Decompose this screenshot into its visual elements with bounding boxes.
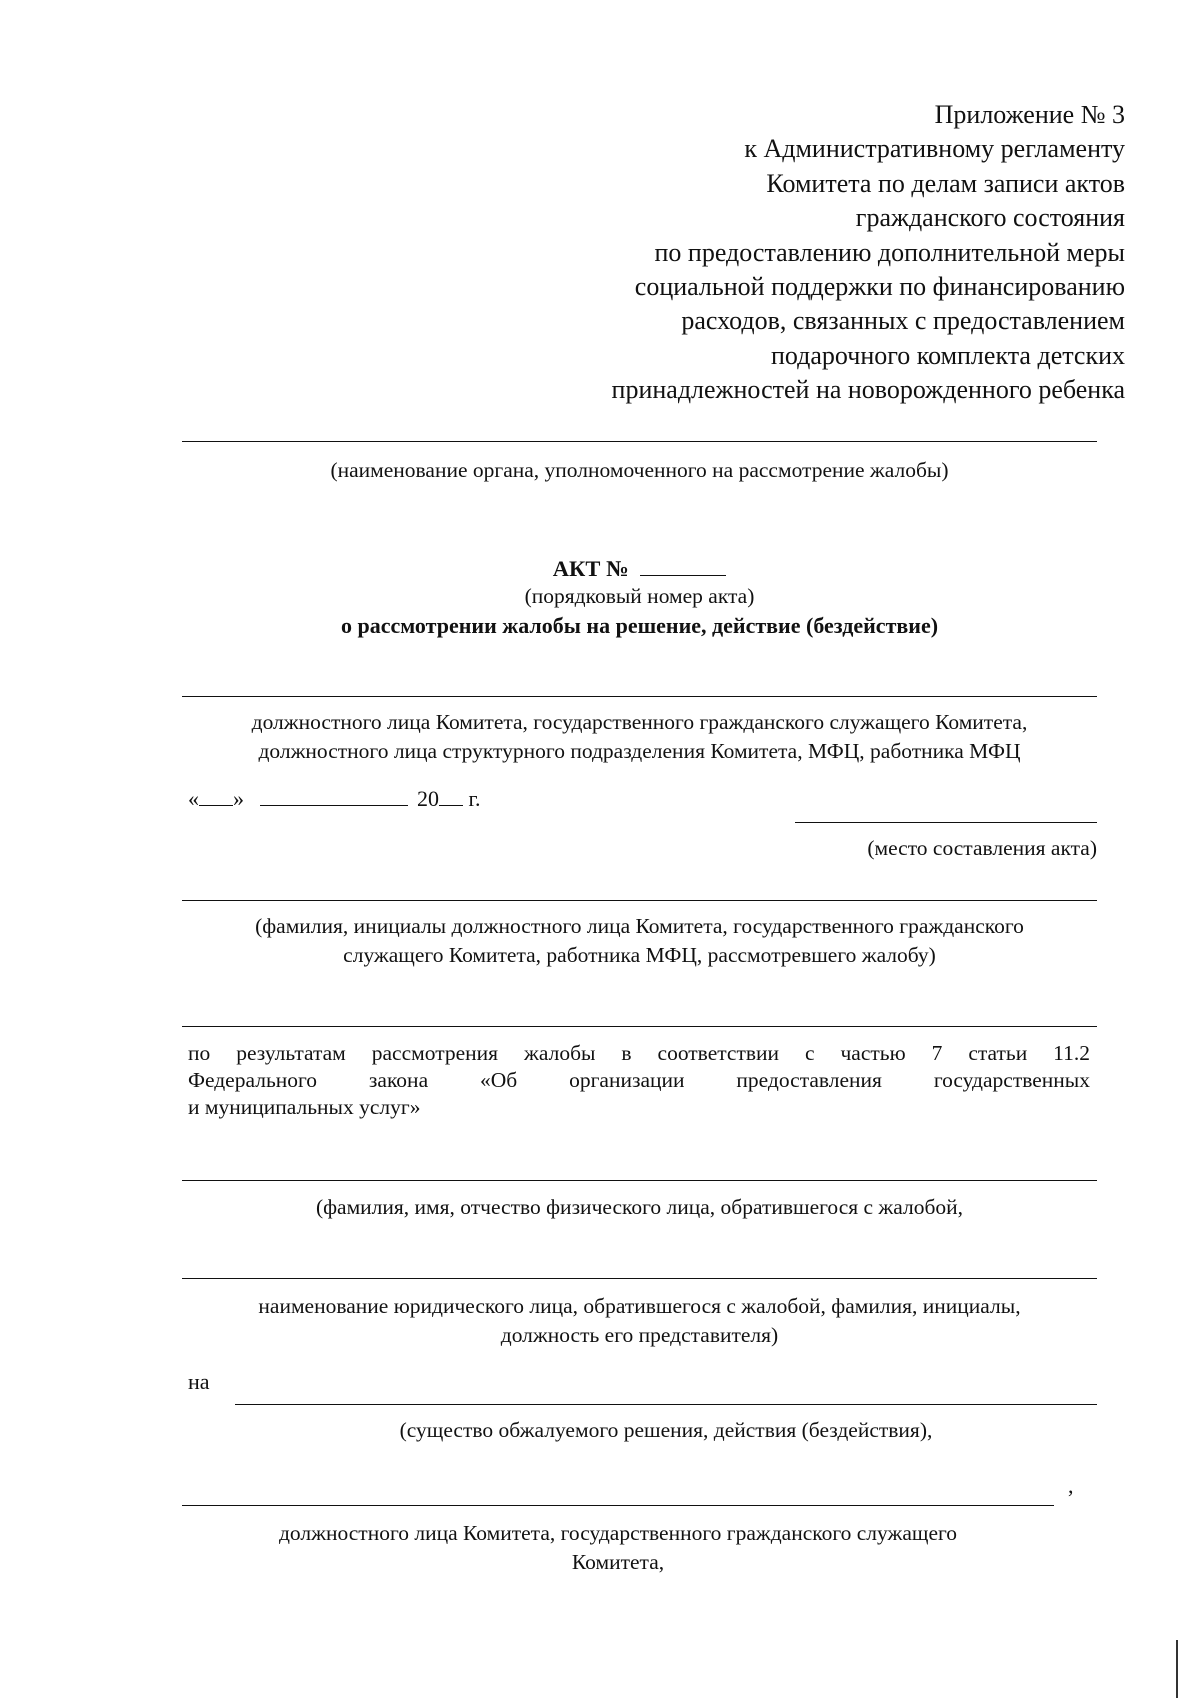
org-caption: (наименование органа, уполномоченного на рассмотрение жалобы)	[330, 458, 949, 482]
appendix-line-3: Комитета по делам записи актов	[766, 168, 1125, 198]
on-label: на	[188, 1369, 210, 1394]
official-caption-line-2: должностного лица структурного подразделения Комитета, МФЦ, работника МФЦ	[258, 739, 1021, 763]
appendix-line-6: социальной поддержки по финансированию	[634, 272, 1125, 302]
legal-basis-line-3: и муниципальных услуг»	[188, 1095, 421, 1119]
act-number-caption: (порядковый номер акта)	[524, 584, 755, 608]
date-close-quote: »	[233, 786, 244, 811]
act-subject: о рассмотрении жалобы на решение, действие (бездействие)	[340, 613, 939, 638]
separator-line	[182, 1026, 1097, 1027]
applicant-field[interactable]	[182, 1180, 1097, 1181]
trailing-comma: ,	[1068, 1473, 1074, 1498]
legal-entity-field[interactable]	[182, 1278, 1097, 1279]
final-caption-line-1: должностного лица Комитета, государственного гражданского служащего	[278, 1521, 958, 1545]
appendix-line-4: гражданского состояния	[855, 203, 1125, 233]
act-number-field[interactable]	[640, 575, 726, 576]
official-field[interactable]	[182, 696, 1097, 697]
place-field[interactable]	[795, 822, 1097, 823]
appendix-line-7: расходов, связанных с предоставлением	[681, 306, 1125, 336]
legal-entity-caption-line-2: должность его представителя)	[500, 1323, 779, 1347]
appendix-line-1: Приложение № 3	[934, 100, 1125, 129]
org-name-field[interactable]	[182, 441, 1097, 442]
applicant-caption: (фамилия, имя, отчество физического лица, обратившегося с жалобой,	[315, 1195, 964, 1219]
final-caption-line-2: Комитета,	[571, 1550, 665, 1574]
date-month-field[interactable]	[260, 805, 408, 806]
date-century: 20	[417, 786, 439, 811]
date-year-field[interactable]	[439, 805, 463, 806]
appendix-line-9: принадлежностей на новорожденного ребенка	[611, 375, 1125, 405]
place-caption: (место составления акта)	[867, 836, 1097, 860]
reviewer-field[interactable]	[182, 900, 1097, 901]
act-title	[182, 554, 1097, 583]
appendix-header	[485, 98, 1125, 408]
act-title-label: АКТ №	[552, 556, 629, 581]
essence-caption: (существо обжалуемого решения, действия (бездействия),	[399, 1418, 933, 1442]
scan-edge-mark	[1176, 1640, 1178, 1698]
legal-entity-caption-line-1: наименование юридического лица, обратившегося с жалобой, фамилия, инициалы,	[258, 1294, 1021, 1318]
essence-field[interactable]	[235, 1404, 1097, 1405]
appendix-line-5: по предоставлению дополнительной меры	[654, 237, 1125, 267]
date-open-quote: «	[188, 786, 199, 811]
reviewer-caption-line-2: служащего Комитета, работника МФЦ, рассмотревшего жалобу)	[343, 943, 936, 967]
reviewer-caption-line-1: (фамилия, инициалы должностного лица Комитета, государственного гражданского	[255, 914, 1024, 938]
appendix-line-8: подарочного комплекта детских	[770, 340, 1125, 370]
date-row	[188, 785, 481, 812]
final-field[interactable]	[182, 1505, 1054, 1506]
official-caption-line-1: должностного лица Комитета, государственного гражданского служащего Комитета,	[251, 710, 1028, 734]
appendix-line-2: к Административному регламенту	[744, 134, 1125, 164]
date-year-suffix: г.	[468, 786, 481, 811]
date-day-field[interactable]	[199, 805, 233, 806]
legal-basis-line-1: по результатам рассмотрения жалобы в соответствии с частью 7 статьи 11.2	[188, 1041, 1090, 1065]
legal-basis-line-2: Федерального закона «Об организации предоставления государственных	[188, 1068, 1090, 1092]
